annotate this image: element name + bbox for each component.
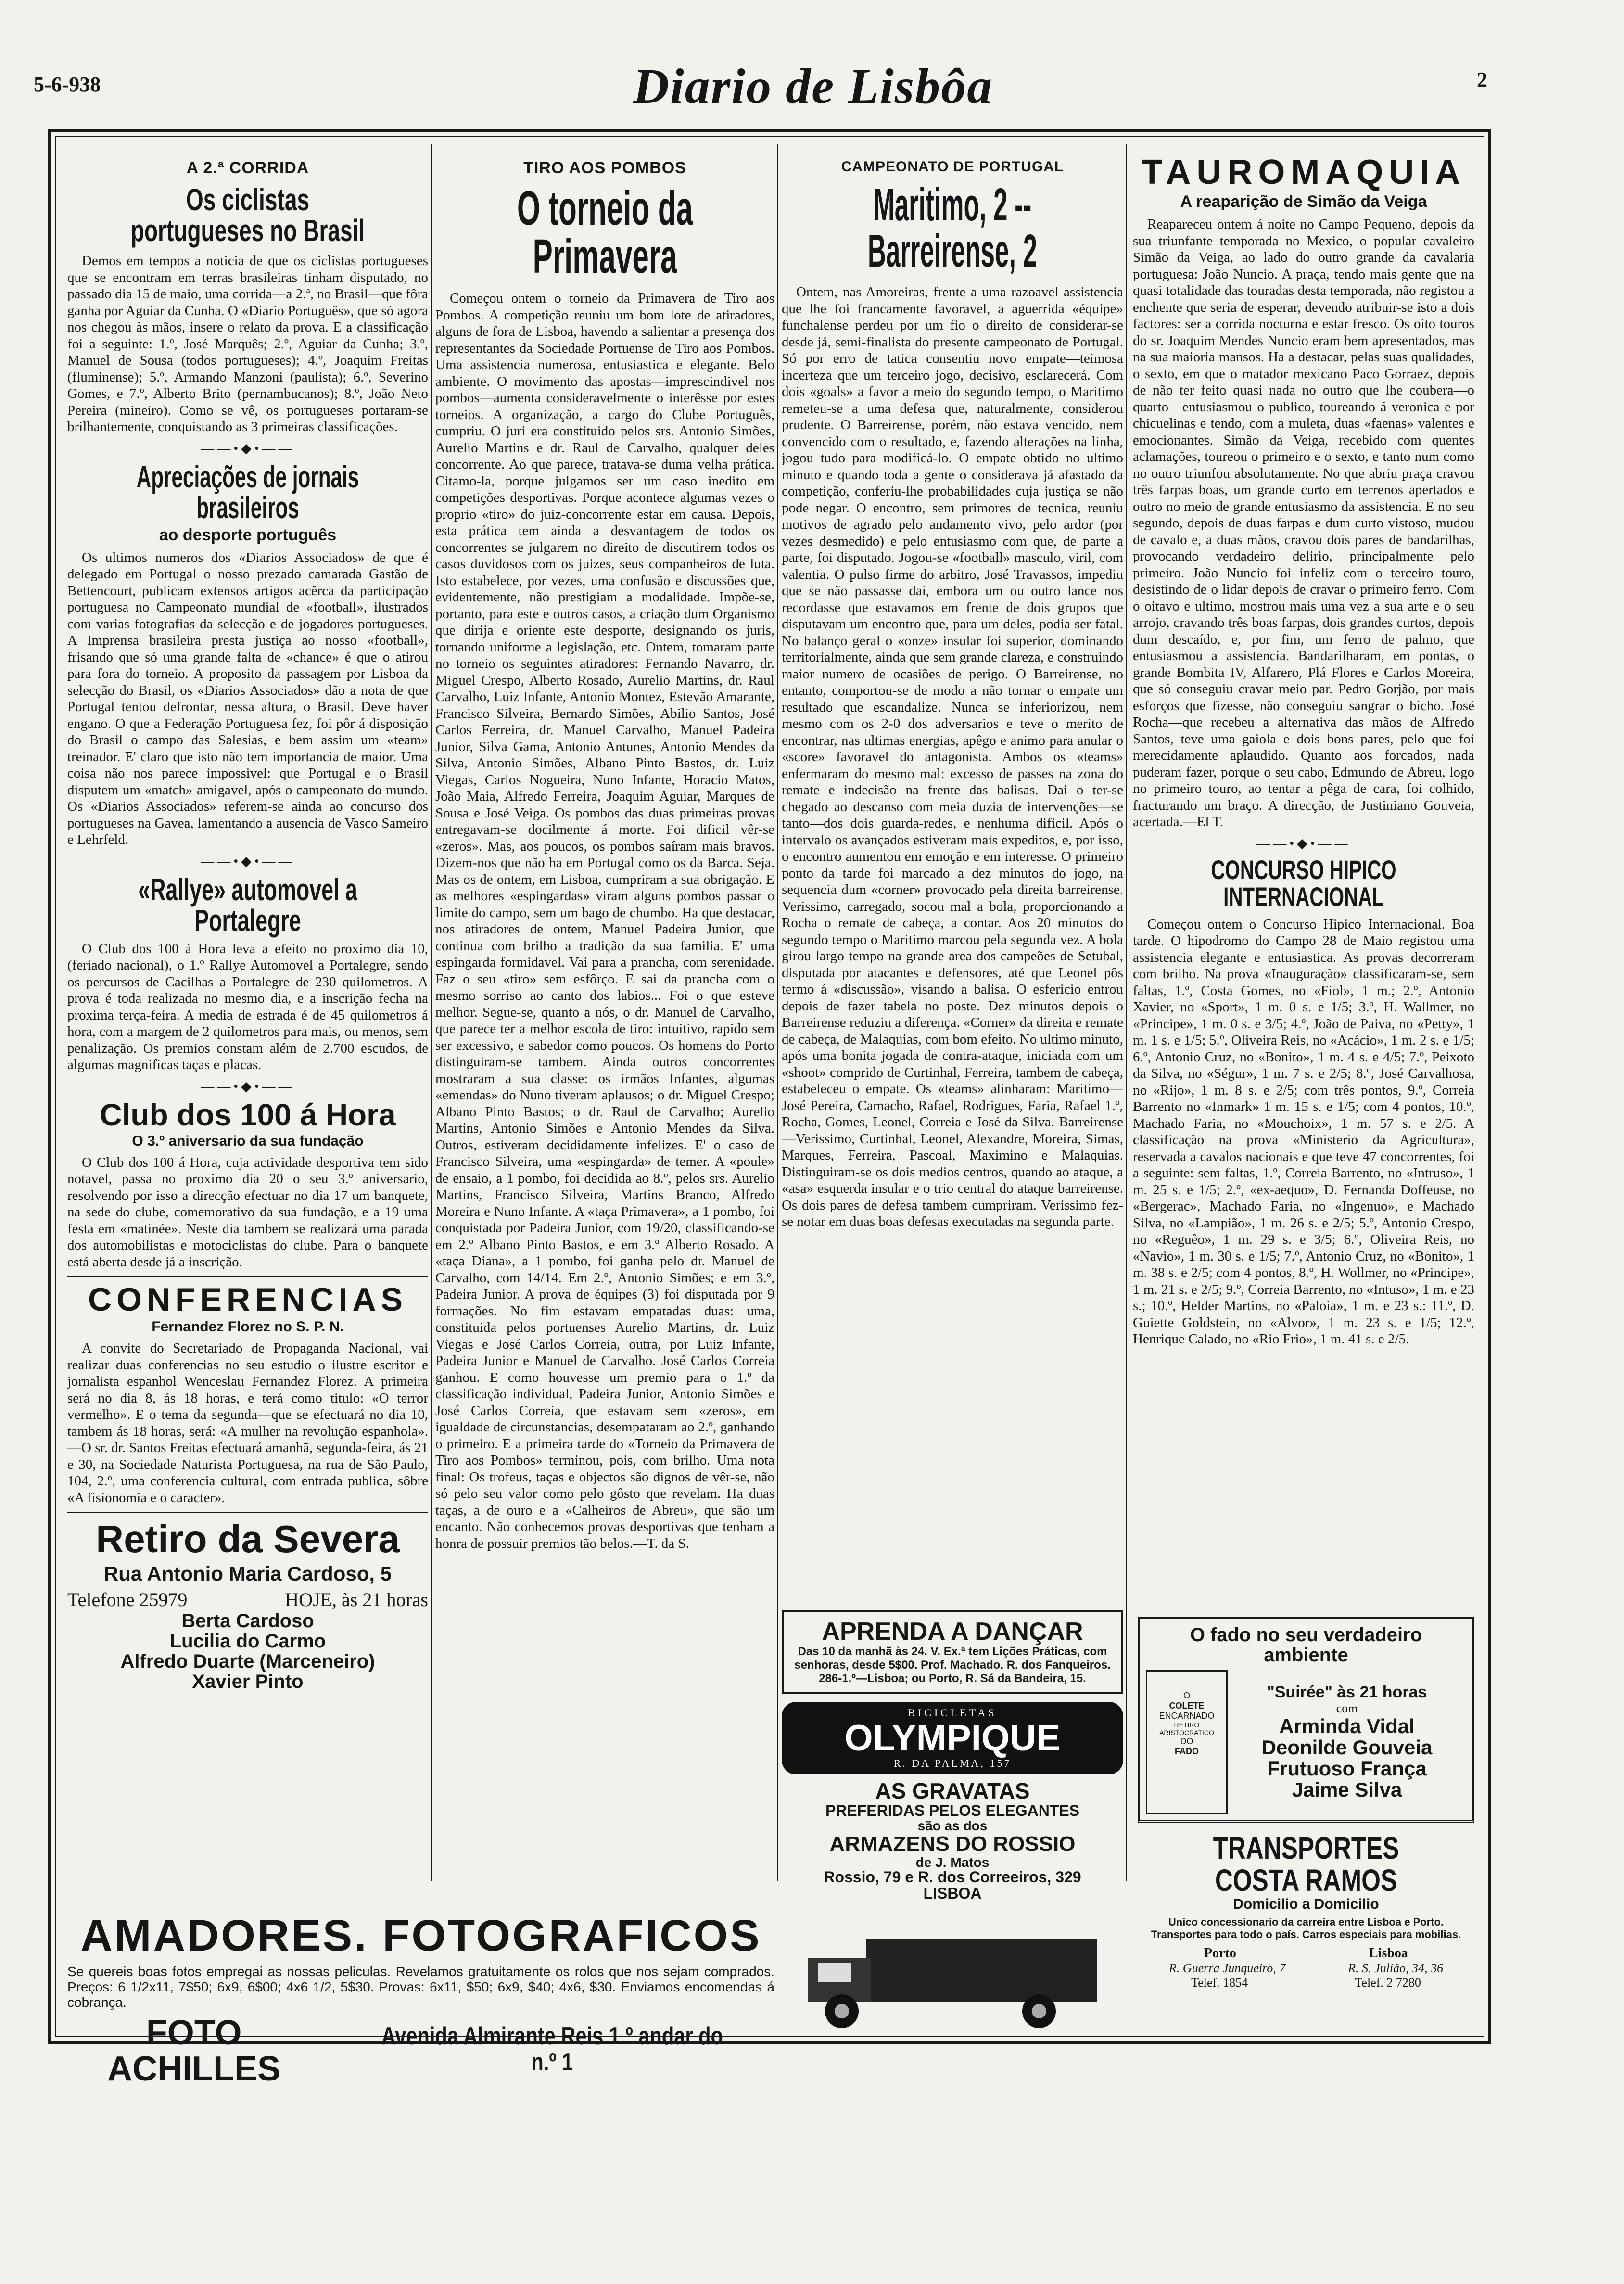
ad-artist: Xavier Pinto — [192, 1671, 304, 1693]
page-number: 2 — [1477, 68, 1487, 91]
article-headline: O torneio da Primavera — [517, 181, 693, 283]
ad-text: Das 10 da manhã às 24. V. Ex.ª tem Lições Práticas, com senhoras, desde 5$00. Prof. Machado. R. dos Fanqueiros. 286-1.º—Lisboa; ou Porto, R. Sá da Bandeira, 15. — [794, 1645, 1111, 1685]
ad-olympique — [782, 1702, 1123, 1775]
ad-with: com — [1336, 1701, 1358, 1715]
article-headline: Os ciclistas portugueses no Brasil — [130, 182, 365, 248]
ad-brand-bottom: R. DA PALMA, 157 — [893, 1757, 1012, 1770]
issue-date: 5-6-938 — [34, 73, 101, 96]
separator: ——•◆•—— — [1256, 836, 1351, 851]
article-headline: TAUROMAQUIA — [1141, 153, 1466, 191]
ad-artist: Jaime Silva — [1292, 1778, 1402, 1801]
ad-brand-top: BICICLETAS — [908, 1706, 997, 1719]
ad-address: R. S. Julião, 34, 36 — [1348, 1961, 1444, 1975]
ad-city: LISBOA — [923, 1884, 982, 1902]
ad-line: são as dos — [917, 1818, 988, 1834]
ad-dance-lessons — [782, 1610, 1123, 1694]
ad-title: TRANSPORTES COSTA RAMOS — [1213, 1831, 1399, 1898]
article-headline: Apreciações de jornais brasileiros — [136, 459, 359, 525]
article-subheading: Fernandez Florez no S. P. N. — [152, 1319, 344, 1335]
ad-artist: Deonilde Gouveia — [1261, 1735, 1433, 1759]
seal-text: RETIRO ARISTOCRATICO — [1159, 1721, 1214, 1736]
column-2 — [435, 144, 774, 1876]
ad-text: Unico concessionario da carreira entre Lisboa e Porto. Transportes para todo o país. Carros especiais para mobilias. — [1151, 1915, 1461, 1940]
ad-brand: FOTO ACHILLES — [107, 2013, 281, 2089]
column-rule — [431, 144, 432, 1881]
article-headline: Maritimo, 2 -- Barreirense, 2 — [867, 179, 1038, 277]
ad-subtitle: Domicilio a Domicilio — [1233, 1896, 1379, 1913]
article-body: Reapareceu ontem á noite no Campo Pequeno, depois da sua triunfante temporada no Mexico, o popular cavaleiro Simão da Veiga, ao lado do outro grande da cavalaria portuguesa: João Nuncio. A praça, tendo mais gente que na quasi totalidade das touradas desta temporada, não registou a enchente que seria de esperar, devendo atribuir-se isto a dois factores: ser a corrida nocturna e estar fresco. Os oito touros do sr. Joaquim Mendes Nuncio eram bem apresentados, mas na sua maioria mansos. Ha a destacar, pelas suas qualidades, o sexto, em que o matador mexicano Paco Gorraez, depois de não ter feito quasi nada no outro que lhe coubera—o quarto—entusiasmou o publico, toureando á veronica e por chicuelinas e tendo, com a muleta, duas «faenas» valentes e emocionantes. Simão da Veiga, recebido com quentes aclamações, toureou o primeiro e o sexto, e tanto num como no outro triunfou absolutamente. No que abriu praça cravou três farpas boas, um grande curto em terrenos apertados e outro no meio de grande entusiasmo da assistencia. E no seu segundo, depois de duas farpas e dum curto vistoso, mudou de cavalo e, a duas mãos, cravou dois pares de bandarilhas, provocando verdadeiro delirio, principalmente pelo primeiro. João Nuncio foi infeliz com o terceiro touro, desistindo de o lidar depois de cravar o primeiro ferro. Com o oitavo e ultimo, mostrou mais uma vez a sua arte e o seu arrojo, cravando três boas farpas, dois grandes curtos, depois dum descaído, e, por fim, um ferro de palmo, que entusiasmou a assistencia. Bandarilharam, em pontas, o grande Bombita IV, Alfarero, Plá Flores e Carlos Moreira, que só conseguiu cravar meio par. Pedro Gorjão, por mais esforços que fizesse, não conseguiu sangrar o bicho. José Rocha—que recebeu a alternativa das mãos de Alfredo Santos, teve uma gaiola e dois bons pares, pelo que foi merecidamente aplaudido. Quanto aos forcados, nada puderam fazer, porque o seu cabo, Edmundo de Abreu, logo no primeiro touro, ao tentar a pêga de cara, foi colhido, fracturando um braço. A direcção, de Justiniano Gouveia, acertada.—El T. — [1133, 217, 1474, 829]
fado-seal — [1146, 1670, 1228, 1814]
ad-foto-achilles — [67, 1913, 774, 2088]
column-3-ads — [782, 1602, 1123, 1901]
section-kicker: CAMPEONATO DE PORTUGAL — [841, 159, 1064, 175]
divider — [67, 1512, 428, 1513]
ad-title: APRENDA A DANÇAR — [822, 1618, 1083, 1646]
separator: ——•◆•—— — [201, 854, 295, 869]
article-body: Demos em tempos a noticia de que os ciclistas portugueses que se encontram em terras brasileiras tinham disputado, no passado dia 15 de maio, uma corrida—a 2.ª, no Brasil—que fôra ganha por Aguiar da Cunha. O «Diario Português», que só agora nos chegou às mãos, insere o relato da prova. E a classificação foi a seguinte: 1.º, José Marquês; 2.º, Aguiar da Cunha; 3.º, Manuel de Sousa (todos portugueses); 4.º, Joaquim Freitas (fluminense); 5.º, Armando Manzoni (paulista); 6.º, Severino Gomes, e 7.º, Alberto Brito (pernambucanos); 8.º, João Neto Pereira (mineiro). Como se vê, os portugueses portaram-se brilhantemente, conquistando as 3 primeiras classificações. — [67, 253, 428, 434]
truck-illustration — [789, 1925, 1121, 2035]
ad-transportes — [1138, 1832, 1474, 1990]
ad-artist: Alfredo Duarte (Marceneiro) — [120, 1651, 375, 1672]
divider — [67, 1276, 428, 1277]
article-body: Ontem, nas Amoreiras, frente a uma razoavel assistencia que lhe foi francamente favoravel, a aguerrida «équipe» funchalense perdeu por um fio o direito de considerar-se desde já, semi-finalista do presente campeonato de Portugal. Só por erro de tatica consentiu novo empate—teimosa incerteza que um terceiro jogo, decisivo, esclarecerá. Com dois «goals» a favor a meio do segundo tempo, o Maritimo remeteu-se a uma defesa que, naturalmente, considerou prudente. O Barreirense, porém, não estava vencido, nem convencido com o resultado, e, fazendo alterações na linha, jogou tudo para modificá-lo. O empate obtido no ultimo minuto e quando toda a gente o considerava já afastado da competição, conferiu-lhe probabilidades cuja justiça se não pode negar. O encontro, sem primores de tecnica, reuniu motivos de agrado pelo andamento vivo, pelo ardor (por vezes desmedido) e pelo entusiasmo com que, de parte a parte, foi disputado. Jogou-se «football» masculo, viril, com valentia. O pulso firme do arbitro, José Travassos, impediu que se não passasse dai, embora um ou outro lance nos recordasse que estavamos em frente de dois grupos que disputavam um encontro que, para um deles, podia ser fatal. No balanço geral o «onze» insular foi superior, dominando territorialmente, ainda que sem grande clareza, e construindo maior numero de ocasiões de perigo. O Barreirense, no entanto, comportou-se de modo a não tornar o empate um resultado que escandalize. Nunca se inferiorizou, nem mesmo com os 2-0 dos adversarios e teve o merito de encontrar, nas ultimas energias, apêgo e animo para anular o «score» favoravel do antagonista. Ambos os «teams» enfermaram do mesmo mal: excesso de passes na zona do remate e indecisão na frente das balisas. Dai o ter-se chegado ao descanso com meia duzia de intervenções—se tanto—dos dois guarda-redes, e nenhuma dificil. Após o intervalo os avançados estiveram mais expeditos, e, por isso, o encontro aumentou em emoção e em interesse. O primeiro ponto da tarde foi marcado a dez minutos do jogo, na sequencia dum «corner» provocado pela direita barreirense. Verissimo, carregado, socou mal a bola, proporcionando a Rocha o remate de cabeça, a contar. Aos 20 minutos do segundo tempo o Maritimo marcou pela segunda vez. A bola girou largo tempo na grande area dos campeões de Setubal, disputada por atacantes e defensores, até que Leonel pôs termo á «discussão», visando a balisa. O esfericio entrou depois de fazer tabela no poste. Dez minutos depois o Barreirense reduziu a diferença. «Corner» da direita e remate de cabeça, de Malaquias, com bom efeito. No ultimo minuto, após uma bonita jogada de contra-ataque, iniciada com um «shoot» comprido de Curtinhal, Ferreira, tambem de cabeça, estabeleceu o empate. Os «teams» alinharam: Maritimo—José Pereira, Camacho, Rafael, Rodrigues, Faria, Rafael 1.º, Rocha, Gomes, Leonel, Correia e José da Silva. Barreirense—Verissimo, Curtinhal, Leonel, Alexandre, Moreira, Simas, Marques, Ferreira, Pascoal, Maximino e Malaquias. Distinguiram-se os dois medios centros, quando ao ataque, a «asa» esquerda insular e o trio central do ataque barreirense. Os dois pares de defesa tambem cumpriram. Verissimo fez-se notar em duas boas defesas executadas na segunda parte. — [782, 284, 1123, 1229]
section-kicker: A 2.ª CORRIDA — [186, 159, 309, 177]
ad-address: Rua Antonio Maria Cardoso, 5 — [103, 1562, 392, 1585]
ad-title: O fado no seu verdadeiro ambiente — [1190, 1624, 1422, 1666]
seal-text: DO — [1180, 1736, 1193, 1746]
ad-phone: Telef. 2 7280 — [1355, 1975, 1421, 1990]
ad-owner: de J. Matos — [915, 1854, 990, 1870]
seal-text: FADO — [1174, 1747, 1199, 1756]
article-subheading: O 3.º aniversario da sua fundação — [132, 1133, 364, 1149]
ad-brand: OLYMPIQUE — [844, 1717, 1061, 1759]
ad-artist: Lucilia do Carmo — [169, 1631, 326, 1652]
article-body: A convite do Secretariado de Propaganda Nacional, vai realizar duas conferencias no seu estudio o ilustre escritor e jornalista espanhol Wenceslau Fernandez Florez. A primeira será no dia 8, ás 18 horas, e terá como titulo: «O terror vermelho». E o tema da segunda—que se efectuará no dia 10, tambem ás 18 horas, será: «A mulher na revolução espanhola». —O sr. dr. Santos Freitas efectuará amanhã, segunda-feira, ás 21 e 30, na Sociedade Naturista Portuguesa, na rua de São Paulo, 104, 2.º, uma conferencia cultural, com entrada publica, sôbre «A fisionomia e o caracter». — [67, 1340, 428, 1506]
ad-address: R. Guerra Junqueiro, 7 — [1168, 1961, 1286, 1975]
separator: ——•◆•—— — [201, 441, 295, 456]
ad-retiro-da-severa — [67, 1519, 428, 1692]
ad-city: Lisboa — [1369, 1945, 1408, 1961]
column-rule — [777, 144, 778, 1881]
article-headline: «Rallye» automovel a Portalegre — [138, 872, 357, 938]
article-body: Começou ontem o torneio da Primavera de Tiro aos Pombos. A competição reuniu um bom lote de atiradores, alguns de fora de Lisboa, havendo a salientar a presença dos representantes da Sociedade Portuense de Tiro aos Pombos. Uma assistencia numerosa, entusiastica e elegante. Belo ambiente. O movimento das apostas—imprescindivel nos pombos—aumenta consideravelmente o interêsse por estes torneios. A organização, a cargo do Clube Português, cumpriu. O juri era constituido pelos srs. Antonio Simões, Aurelio Martins e dr. Raul de Carvalho, qualquer deles concorrente. Ao que parece, tratava-se duma velha prática. Citamo-la, porque julgamos ser um caso inedito em competições desportivas. Porque acontece algumas vezes o proprio «tiro» do juiz-concorrente estar em causa. Depois, esta prática tem ainda a desvantagem de todos os concorrentes se julgarem no direito de discutirem todos os casos duvidosos com os juizes, seus companheiros de luta. Isto estabelece, por vezes, uma confusão e discussões que, evidentemente, não prestigiam a modalidade. Impõe-se, portanto, para este e outros casos, a criação dum Organismo que dirija e oriente este desporte, designando os juris, tornando uniforme a legislação, etc. Ontem, tomaram parte no torneio os seguintes atiradores: Fernando Navarro, dr. Miguel Crespo, Alberto Rosado, Aurelio Martins, dr. Raul Carvalho, Luiz Infante, Antonio Montez, Estevão Amarante, Francisco Silveira, Bernardo Simões, Abilio Santos, José Carlos Ferreira, dr. Manuel Carvalho, Manuel Padeira Junior, Silva Gama, Antonio Antunes, Antonio Mendes da Silva, Antonio Simões, Albano Pinto Bastos, dr. Luiz Viegas, Carlos Nogueira, Nuno Infante, Horacio Matos, João Maia, Alfredo Ferreira, Joaquim Aguiar, Marques de Sousa e José Veiga. Os pombos das duas primeiras provas entregavam-se docilmente á morte. Foi dificil vêr-se «zeros». Mas, aos poucos, os pombos saíram mais bravos. Dizem-nos que não ha em Portugal como os da Barca. Seja. Mas os de ontem, em Lisboa, cumpriram a sua obrigação. E as melhores «espingardas» viram alguns pombos passar o limite do campo, sem um bago de chumbo. Ha que destacar, nos atiradores de ontem, Manuel Padeira Junior, que continua com brilho a tradição da sua familia. E' uma espingarda formidavel. Vai para a prancha, com serenidade. Faz o seu «tiro» sem esfôrço. E sai da prancha com o mesmo sorriso ao canto dos labios... Foi o que esteve melhor. Segue-se, quanto a nós, o dr. Manuel de Carvalho, que parece ter a melhor escola de tiro: intuitivo, rapido sem ser excessivo, e sabedor como poucos. Os homens do Porto distinguiram-se tambem. Ainda outros concorrentes mostraram a sua classe: os irmãos Infantes, algumas «emendas» do Nuno tiveram aplausos; o dr. Miguel Crespo; Albano Pinto Bastos; o dr. Raul de Carvalho; Aurelio Martins, Antonio Simões e Antonio Mendes da Silva. Outros, estiveram decididamente infelizes. E' o caso de Francisco Silveira, uma «espingarda» de temer. A «poule» de ensaio, a 1 pombo, foi decidida ao 8.º, pelos srs. Aurelio Martins, Francisco Silveira, Martins Branco, Alfredo Moreira e Nuno Infante. A «taça Primavera», a 1 pombo, foi conquistada por Padeira Junior, com 19/20, classificando-se em 2.º Albano Pinto Bastos, e em 3.º Alberto Rosado. A «taça Diana», a 1 pombo, foi ganha pelo dr. Manuel de Carvalho, com 14/14. Em 2.º, Antonio Simões; e em 3.º, Padeira Junior. A prova de équipes (3) foi disputada por 9 formações. No fim estavam empatadas duas: uma, constituida pelos portuenses Aurelio Martins, dr. Luiz Viegas e José Carlos Correia, outra, por Luiz Infante, Padeira Junior e Manuel de Carvalho. José Carlos Correia ganhou. E como houvesse um premio para o 1.º da classificação individual, Padeira Junior, Antonio Simões e José Carlos Correia, que estavam sem «zeros», em igualdade de circunstancias, desempataram ao 2.º, ganhando o primeiro. E a primeira tarde do «Torneio da Primavera de Tiro aos Pombos» terminou, pois, com brilho. Uma nota final: Os trofeus, taças e objectos são dignos de vêr-se, não só pelo seu valor como pelo gôsto que revelam. Ha duas taças, a de ouro e a «Calheiros de Abreu», que são um encanto. Não conhecemos provas desportivas que tenham a honra de possuir premios tão belos.—T. da S. — [435, 291, 774, 1551]
ad-address: Rossio, 79 e R. dos Correeiros, 329 — [824, 1868, 1081, 1886]
ad-phone: Telef. 1854 — [1191, 1975, 1248, 1990]
article-subheading: A reaparição de Simão da Veiga — [1180, 192, 1427, 211]
ad-address: Avenida Almirante Reis 1.º andar do n.º 1 — [381, 2022, 723, 2077]
ad-title: Retiro da Severa — [96, 1518, 400, 1560]
ad-artist: Arminda Vidal — [1279, 1714, 1415, 1737]
ad-time: HOJE, às 21 horas — [285, 1589, 428, 1611]
column-1 — [67, 144, 428, 1876]
ad-line: PREFERIDAS PELOS ELEGANTES — [825, 1801, 1080, 1819]
ad-text: Se quereis boas fotos empregai as nossas peliculas. Revelamos gratuitamente os rolos que nos sejam comprados. Preços: 6 1/2x11, 7$50; 6x9, 6$00; 4x6 1/2, 5$30. Provas: 6x11, $50; 6x9, $40; 4x6, $30. Enviamos encomendas á cobrança. — [67, 1964, 774, 2010]
ad-title: AMADORES. FOTOGRAFICOS — [80, 1911, 761, 1960]
newspaper-masthead: Diario de Lisbôa — [633, 59, 993, 114]
article-body: Começou ontem o Concurso Hipico Internacional. Boa tarde. O hipodromo do Campo 28 de Maio registou uma assistencia elegante e entusiastica. As provas decorreram com brilho. Na prova «Inauguração» classificaram-se, sem faltas, 1.º, Costa Gomes, no «Fiol», 1 m.; 2.º, Antonio Xavier, no «Sport», 1 m. 0 s. e 1/5; 3.º, H. Wallmer, no «Principe», 1 m. 0 s. e 3/5; 4.º, João de Paiva, no «Petty», 1 m. 1 s. e 1/5; 5.º, Oliveira Reis, no «Acácio», 1 m. 2 s. e 1/5; 6.º, Antonio Cruz, no «Bonito», 1 m. 4 s. e 4/5; 7.º, Peixoto da Silva, no «Ségur», 1 m. 7 s. e 2/5; 8.º, José Carvalhosa, no «Rijo», 1 m. 8 s. e 2/5; com três pontos, 9.º, Correia Barrento no «Inmark» 1 m. 15 s. e 1/5; com 4 pontos, 10.º, Machado Faria, no «Mouchoix», 1 m. 57 s. e 2/5. A classificação na prova «Ministerio da Agricultura», reservada a cavalos nacionais e que teve 47 concorrentes, foi a seguinte: sem faltas, 1.º, Correia Barrento, no «Intruso», 1 m. 25 s. e 1/5; 2.º, «ex-aequo», D. Fernanda Doffeuse, no «Bergerac», Machado Faria, no «Ingenuo», e Machado Silva, no «Lampião», 1 m. 26 s. e 2/5; 5.º, Antonio Crespo, no «Reguêo», 1 m. 29 s. e 3/5; 6.º, Oliveira Reis, no «Navio», 1 m. 30 s. e 1/5; 7.º, Antonio Cruz, no «Bonito», 1 m. 38 s. e 2/5; com 4 pontos, 8.º, H. Wollmer, no «Principe», 1 m. 21 s. e 2/5; 9.º, Correia Barrento, no «Intuso», 1 m. e 23 s.; 10.º, Helder Martins, no «Paloia», 1 m. e 23 s.: 11.º, D. Guiette Goldstein, no «Alvor», 1 m. 23 s. e 1/5; 12.º, Henrique Calado, no «Rio Frio», 1 m. 41 s. e 2/5. — [1133, 916, 1474, 1347]
article-headline: Club dos 100 á Hora — [100, 1097, 396, 1132]
ad-title: AS GRAVATAS — [875, 1778, 1030, 1804]
ad-artist: Berta Cardoso — [181, 1610, 314, 1632]
article-body: O Club dos 100 á Hora leva a efeito no proximo dia 10, (feriado nacional), o 1.º Rallye Automovel a Portalegre, sendo os percursos de Cacilhas a Portalegre de 230 quilometros. A prova é toda realizada no mesmo dia, e a inscrição fecha na proxima terça-feira. A media de estrada é de 45 quilometros á hora, com a margem de 2 quilometros para mais, ou menos, sem penalização. Os premios constam além de 2.700 escudos, de algumas magnificas taças e placas. — [67, 941, 428, 1072]
seal-text: ENCARNADO — [1159, 1711, 1215, 1721]
article-body: Os ultimos numeros dos «Diarios Associados» de que é delegado em Portugal o nosso prezado camarada Gastão de Bettencourt, publicam extensos artigos acêrca da participação portuguesa no Campeonato mundial de «football», ilustrados com varias fotografias da selecção e de jogadores portugueses. A Imprensa brasileira presta justiça ao nosso «football», frisando que só uma grande falta de «chance» é que o atirou para fora do torneio. A proposito da passagem por Lisboa da selecção do Brasil, os «Diarios Associados» dão a nota de que Portugal tentou defrontar, nessa altura, o Brasil. Deve haver engano. O que a Federação Portuguesa fez, foi pôr á disposição do Brasil o campo das Salesias, e bem assim um «team» treinador. E' claro que isto não tem importancia de maior. Uma coisa não nos parece impossivel: que Portugal e o Brasil disputem um «match» amigavel, após o campeonato do mundo. Os «Diarios Associados» referem-se ainda ao concurso dos portugueses na Gavea, lamentando a ausencia de Vasco Sameiro e Lehrfeld. — [67, 549, 428, 847]
ad-city: Porto — [1204, 1945, 1236, 1961]
article-subheading: ao desporte português — [159, 525, 337, 544]
column-rule — [1126, 144, 1127, 1881]
article-body: O Club dos 100 á Hora, cuja actividade desportiva tem sido notavel, passa no proximo dia 20 o seu 3.º aniversario, resolvendo por isso a direcção efectuar no dia 17 um banquete, na sede do clube, comemorativo da sua fundação, e a 19 uma festa em «matinée». Neste dia tambem se realizará uma parada dos automobilistas e motociclistas do clube. Para o banquete está aberta desde já a inscrição. — [67, 1154, 428, 1270]
ad-phone: Telefone 25979 — [67, 1589, 188, 1611]
article-headline: CONFERENCIAS — [88, 1281, 408, 1318]
section-kicker: TIRO AOS POMBOS — [523, 159, 686, 177]
article-headline: CONCURSO HIPICO INTERNACIONAL — [1211, 854, 1396, 912]
ad-soiree: "Suirée" às 21 horas — [1267, 1683, 1427, 1701]
ad-store: ARMAZENS DO ROSSIO — [829, 1832, 1076, 1856]
ad-fado — [1138, 1617, 1474, 1823]
ad-artist: Frutuoso França — [1267, 1757, 1427, 1780]
ad-gravatas — [782, 1779, 1123, 1901]
column-4-ads — [1138, 1617, 1474, 1990]
separator: ——•◆•—— — [201, 1079, 295, 1094]
seal-text: O — [1183, 1691, 1190, 1700]
seal-text: COLETE — [1169, 1701, 1205, 1710]
